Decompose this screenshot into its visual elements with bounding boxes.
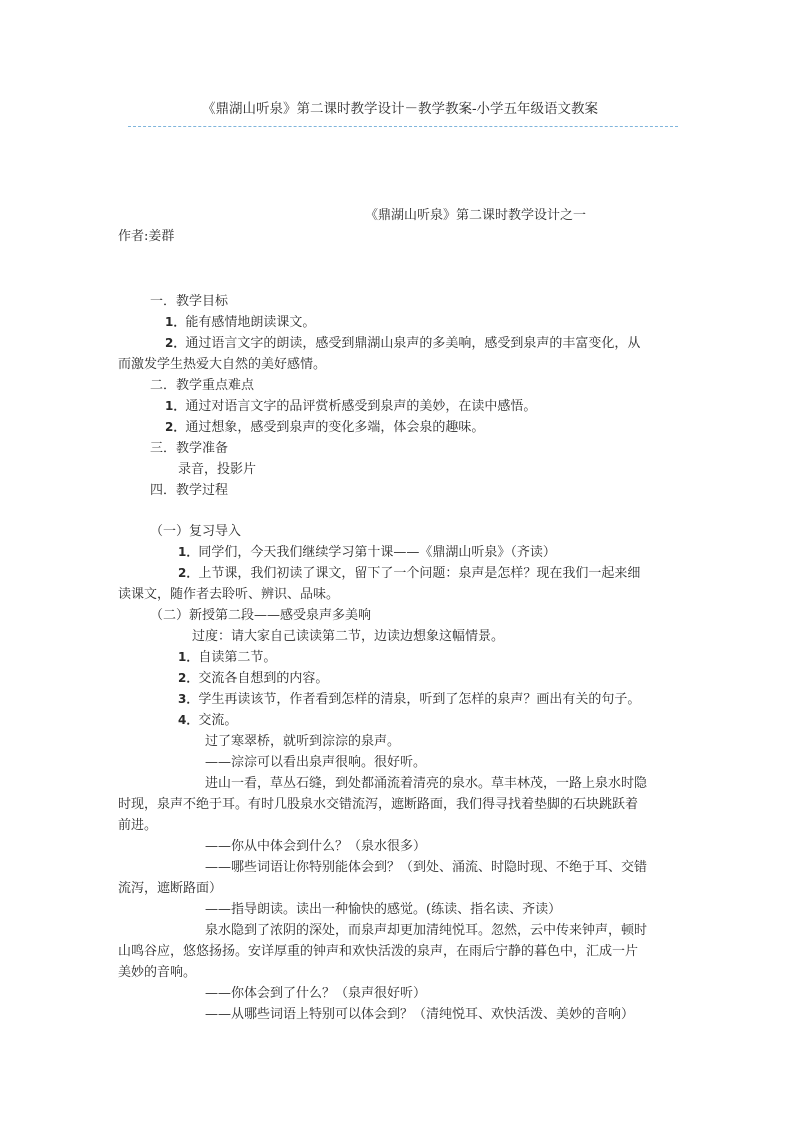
quote-paragraph-line: 进山一看，草丛石缝，到处都涌流着清亮的泉水。草丰林茂，一路上泉水时隐: [205, 776, 648, 791]
item-number: 2．: [165, 336, 186, 350]
item-text: 自读第二节。: [198, 650, 277, 665]
quote-paragraph-line: 泉水隐到了浓阴的深处，而泉声却更加清纯悦耳。忽然，云中传来钟声，顿时: [205, 923, 648, 938]
item-text: 学生再读该节，作者看到怎样的清泉，听到了怎样的泉声？画出有关的句子。: [198, 692, 641, 707]
preparation-content: 录音，投影片: [178, 462, 257, 477]
list-item: [165, 416, 484, 435]
quote-paragraph-line: 美妙的音响。: [118, 965, 197, 980]
item-text: 通过想象，感受到泉声的变化多端，体会泉的趣味。: [185, 420, 485, 435]
header-divider: [128, 126, 678, 127]
list-item: [165, 311, 315, 330]
item-number: 4．: [178, 713, 199, 727]
list-item: [165, 395, 536, 414]
item-text: 上节课，我们初读了课文，留下了一个问题：泉声是怎样？现在我们一起来细: [198, 566, 641, 581]
discussion-line: ——指导朗读。读出一种愉快的感觉。(练读、指名读、齐读）: [205, 902, 562, 917]
item-number: 1．: [165, 315, 186, 329]
item-text: 能有感情地朗读课文。: [185, 315, 316, 330]
subsection-heading-new-lesson: （二）新授第二段——感受泉声多美响: [150, 608, 372, 623]
item-text: 同学们，今天我们继续学习第十课——《鼎湖山听泉》（齐读）: [198, 545, 556, 560]
quote-line: 过了寒翠桥，就听到淙淙的泉声。: [205, 734, 401, 749]
list-item: [178, 709, 237, 728]
list-item: [178, 688, 640, 707]
item-number: 2．: [178, 671, 199, 685]
author-line: 作者:姜群: [118, 229, 175, 244]
item-text: 交流各自想到的内容。: [198, 671, 329, 686]
item-number: 1．: [165, 399, 186, 413]
item-number: 2．: [178, 566, 199, 580]
item-text: 通过对语言文字的品评赏析感受到泉声的美妙，在读中感悟。: [185, 399, 537, 414]
transition-text: 过度：请大家自己读读第二节，边读边想象这幅情景。: [192, 629, 505, 644]
item-text: 交流。: [198, 713, 238, 728]
discussion-line: ——从哪些词语上特别可以体会到？（清纯悦耳、欢快活泼、美妙的音响）: [205, 1007, 635, 1022]
quote-paragraph-line: 山鸣谷应，悠悠扬扬。安详厚重的钟声和欢快活泼的泉声，在雨后宁静的暮色中，汇成一片: [118, 944, 639, 959]
section-heading-process: 四．教学过程: [150, 483, 229, 498]
item-number: 1．: [178, 650, 199, 664]
discussion-line: ——你从中体会到什么？（泉水很多）: [205, 839, 427, 854]
discussion-line: ——淙淙可以看出泉声很响。很好听。: [205, 755, 427, 770]
section-heading-preparation: 三．教学准备: [150, 441, 229, 456]
list-item: [178, 562, 640, 581]
section-heading-goals: 一．教学目标: [150, 294, 229, 309]
item-number: 2．: [165, 420, 186, 434]
item-continuation: 而激发学生热爱大自然的美好感情。: [118, 357, 327, 372]
item-text: 通过语言文字的朗读，感受到鼎湖山泉声的多美响，感受到泉声的丰富变化，从: [185, 336, 641, 351]
list-item: [178, 646, 276, 665]
subsection-heading-review: （一）复习导入: [150, 524, 242, 539]
item-continuation: 读课文，随作者去聆听、辨识、品味。: [118, 587, 340, 602]
document-subtitle: 《鼎湖山听泉》第二课时教学设计之一: [365, 208, 587, 223]
discussion-line: ——哪些词语让你特别能体会到？（到处、涌流、时隐时现、不绝于耳、交错: [205, 860, 648, 875]
page-header-title: 《鼎湖山听泉》第二课时教学设计－教学教案-小学五年级语文教案: [201, 101, 599, 117]
quote-paragraph-line: 前进。: [118, 818, 158, 833]
item-number: 1．: [178, 545, 199, 559]
item-number: 3．: [178, 692, 199, 706]
discussion-line: 流泻，遮断路面）: [118, 881, 223, 896]
section-heading-key-points: 二．教学重点难点: [150, 378, 255, 393]
quote-paragraph-line: 时现，泉声不绝于耳。有时几股泉水交错流泻，遮断路面，我们得寻找着垫脚的石块跳跃着: [118, 797, 639, 812]
list-item: [178, 667, 328, 686]
discussion-line: ——你体会到了什么？（泉声很好听）: [205, 986, 427, 1001]
list-item: [165, 332, 640, 351]
list-item: [178, 541, 556, 560]
